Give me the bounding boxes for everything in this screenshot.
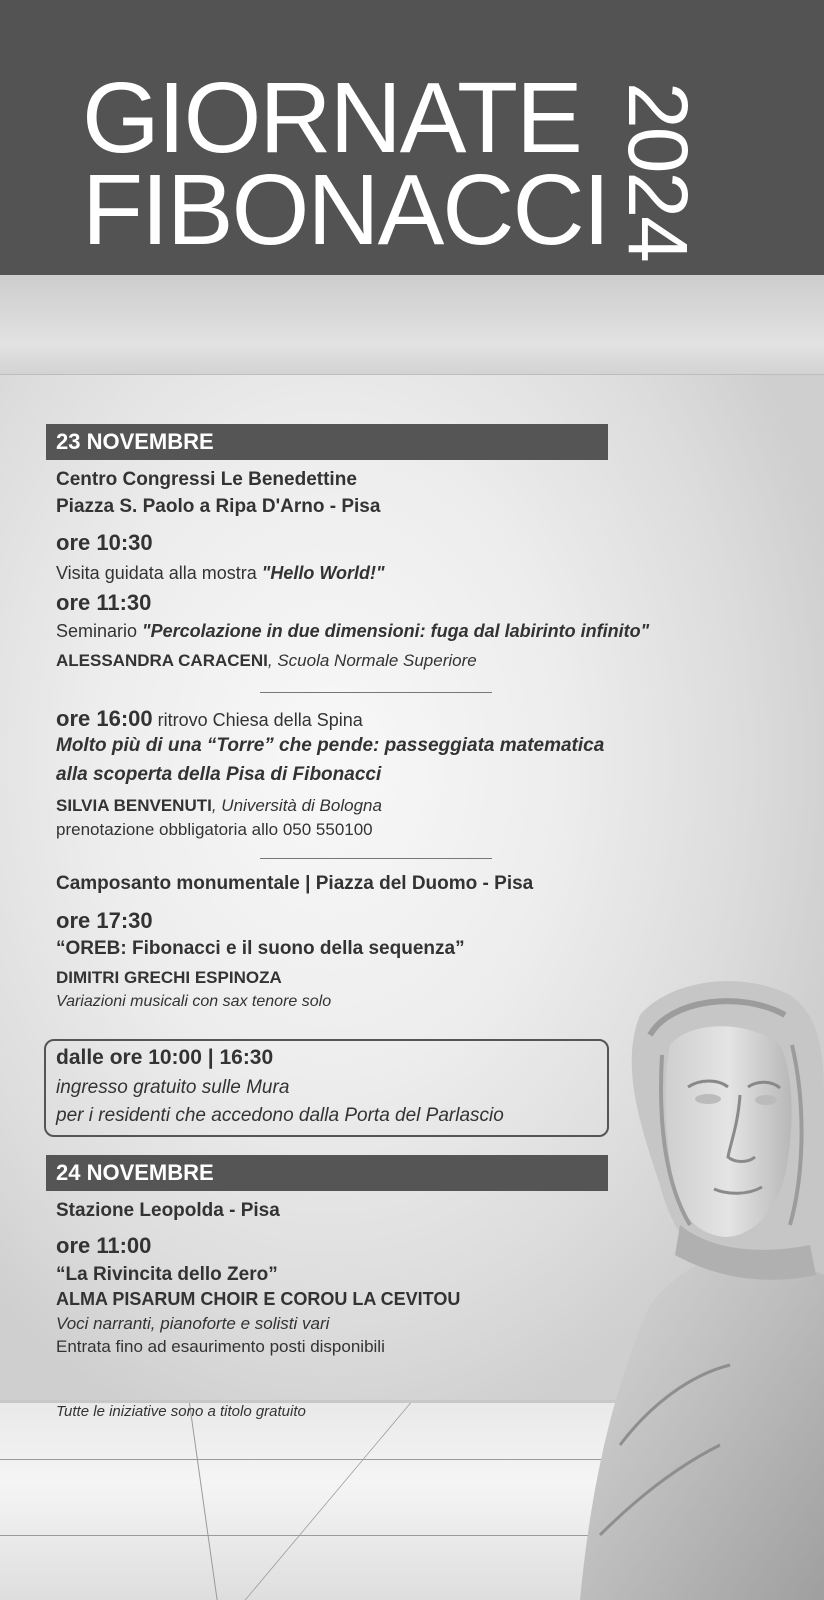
- event-time: ore 16:00: [56, 706, 153, 731]
- page-title: [82, 62, 609, 266]
- speaker-affiliation: , Università di Bologna: [211, 796, 382, 815]
- box-line-2: per i residenti che accedono dalla Porta del Parlascio: [56, 1105, 504, 1126]
- event-meeting-point: ritrovo Chiesa della Spina: [152, 710, 363, 730]
- event-time-meeting: [56, 706, 363, 732]
- year-label: 2024: [611, 82, 705, 261]
- event-time: ore 11:00: [56, 1233, 152, 1258]
- box-line-1: ingresso gratuito sulle Mura: [56, 1077, 290, 1098]
- venue-line: Camposanto monumentale | Piazza del Duomo - Pisa: [56, 873, 534, 894]
- event-desc-prefix: Seminario: [56, 621, 143, 641]
- day-header-23-november: 23 NOVEMBRE: [46, 424, 608, 460]
- event-description: [56, 563, 385, 584]
- event-note: Entrata fino ad esaurimento posti disponibili: [56, 1337, 385, 1356]
- speaker-name: SILVIA BENVENUTI: [56, 796, 212, 815]
- event-desc-title: "Hello World!": [261, 563, 385, 583]
- venue-line: Stazione Leopolda - Pisa: [56, 1200, 280, 1221]
- header-banner: [0, 0, 824, 275]
- speaker-affiliation: , Scuola Normale Superiore: [267, 651, 477, 670]
- event-title: “OREB: Fibonacci e il suono della sequenza”: [56, 938, 465, 959]
- event-time: ore 17:30: [56, 908, 153, 933]
- divider: [260, 692, 492, 693]
- event-desc-title: "Percolazione in due dimensioni: fuga dal labirinto infinito": [142, 621, 650, 641]
- event-title: “La Rivincita dello Zero”: [56, 1264, 278, 1285]
- event-description: [56, 621, 649, 642]
- event-description: Voci narranti, pianoforte e solisti vari: [56, 1314, 330, 1333]
- event-time: ore 10:30: [56, 530, 153, 555]
- event-desc-prefix: Visita guidata alla mostra: [56, 563, 262, 583]
- title-line-1: GIORNATE: [82, 62, 581, 174]
- statue-icon: [580, 975, 824, 1600]
- venue-line-2: Piazza S. Paolo a Ripa D'Arno - Pisa: [56, 496, 381, 517]
- event-speaker: [56, 796, 382, 816]
- event-speaker: [56, 651, 477, 671]
- floor-line: [189, 1403, 218, 1600]
- divider: [260, 858, 492, 859]
- title-line-2: FIBONACCI: [82, 154, 609, 266]
- footer-note: Tutte le iniziative sono a titolo gratuito: [56, 1403, 306, 1420]
- event-title-line-2: alla scoperta della Pisa di Fibonacci: [56, 764, 382, 785]
- event-title-line-1: Molto più di una “Torre” che pende: passeggiata matematica: [56, 735, 605, 756]
- box-time: dalle ore 10:00 | 16:30: [56, 1046, 274, 1069]
- event-time: ore 11:30: [56, 590, 152, 615]
- event-description: Variazioni musicali con sax tenore solo: [56, 993, 332, 1010]
- speaker-name: ALESSANDRA CARACENI: [56, 651, 268, 670]
- venue-line-1: Centro Congressi Le Benedettine: [56, 469, 357, 490]
- ceiling-band: [0, 275, 824, 375]
- day-header-24-november: 24 NOVEMBRE: [46, 1155, 608, 1191]
- floor-line: [242, 1403, 411, 1600]
- event-performer: DIMITRI GRECHI ESPINOZA: [56, 968, 282, 987]
- booking-note: prenotazione obbligatoria allo 050 550100: [56, 820, 373, 839]
- event-performer: ALMA PISARUM CHOIR E COROU LA CEVITOU: [56, 1289, 461, 1309]
